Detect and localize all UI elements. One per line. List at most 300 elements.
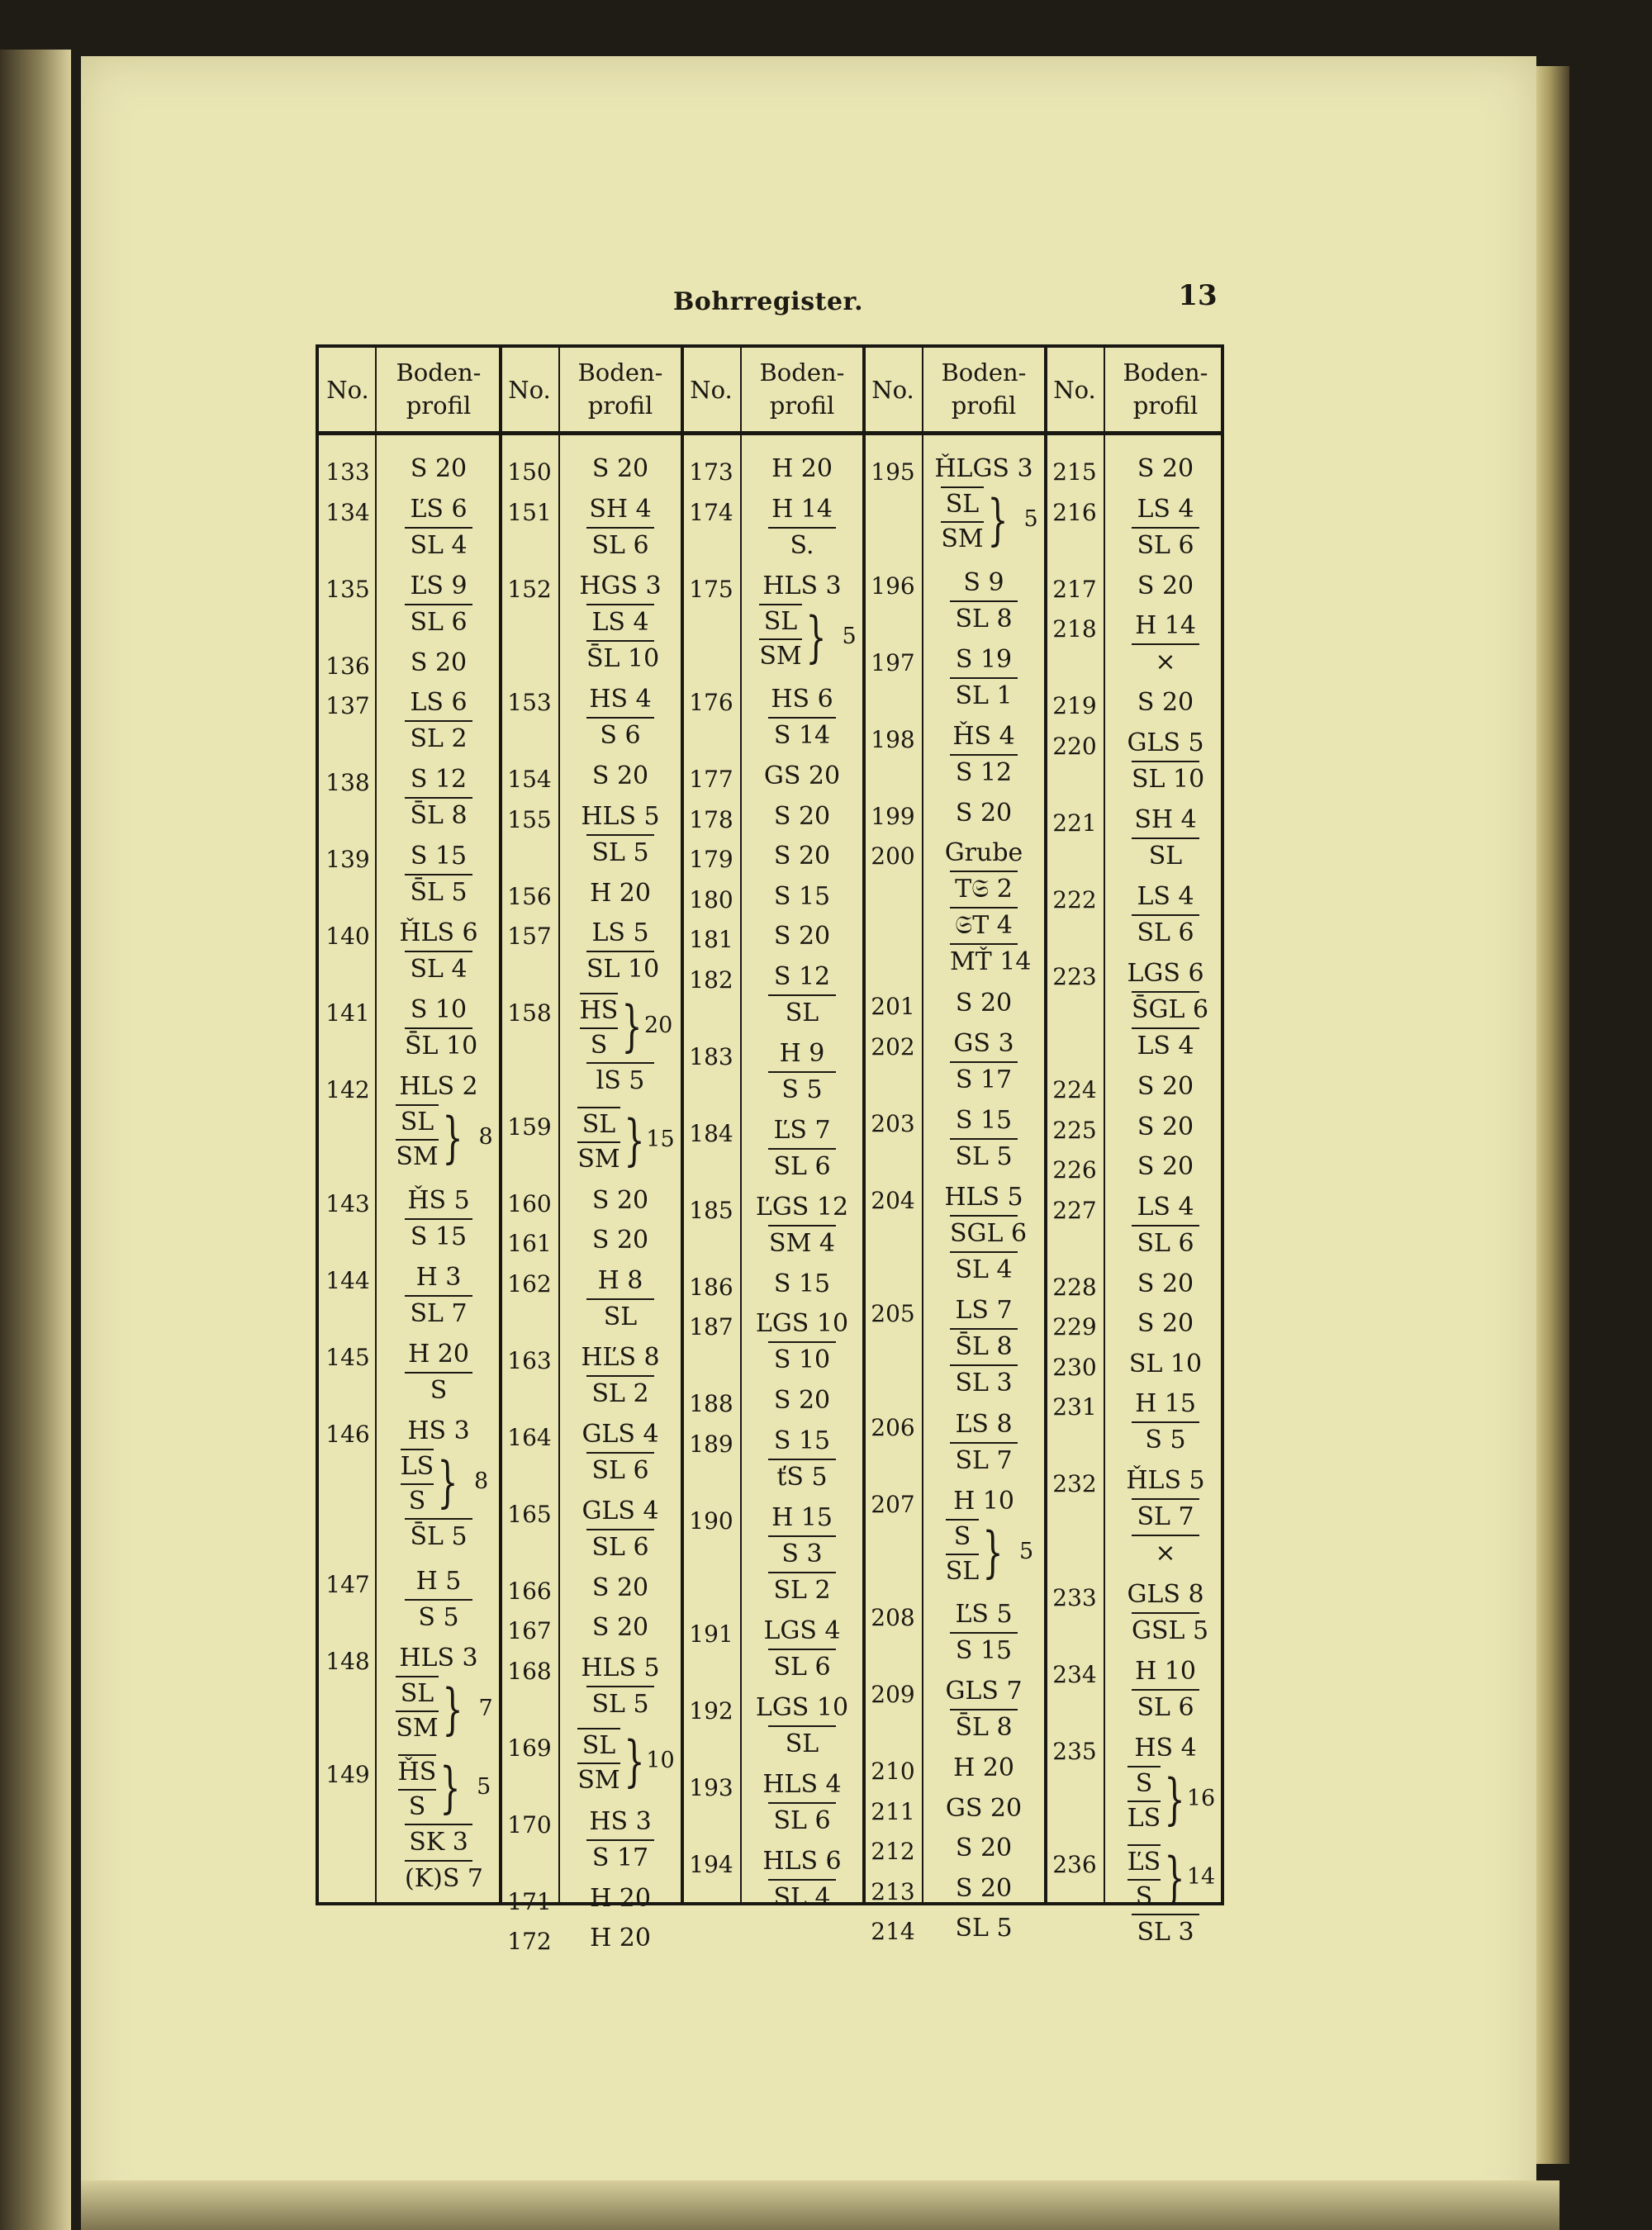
boring-number: 162 bbox=[507, 1269, 552, 1298]
soil-profile bbox=[377, 492, 501, 563]
soil-layer: SL bbox=[759, 604, 801, 638]
soil-layer: S 20 bbox=[1137, 454, 1194, 483]
soil-layer: MŤ 14 bbox=[950, 943, 1018, 980]
brace-depth: 8 bbox=[474, 1468, 489, 1494]
soil-profile bbox=[377, 839, 501, 910]
brace-depth: 5 bbox=[1023, 506, 1038, 532]
header-no: No. bbox=[871, 376, 914, 404]
soil-profile bbox=[377, 993, 501, 1064]
soil-profile bbox=[558, 682, 682, 753]
soil-layer: HLS 4 bbox=[762, 1770, 842, 1799]
soil-layer: SL 6 bbox=[1132, 1689, 1199, 1725]
soil-profile bbox=[740, 682, 864, 753]
soil-layer: SL 5 bbox=[586, 834, 654, 871]
header-bodenprofil-line1: Boden- bbox=[941, 358, 1027, 387]
soil-layer: HLS 3 bbox=[762, 571, 842, 600]
soil-profile bbox=[377, 1414, 501, 1554]
boring-number: 205 bbox=[871, 1300, 915, 1327]
soil-profile bbox=[1104, 803, 1227, 874]
soil-layer: ĽS 7 bbox=[773, 1115, 831, 1145]
soil-layer: ĽS bbox=[1127, 1844, 1161, 1879]
boring-number: 209 bbox=[871, 1681, 915, 1708]
braced-layers bbox=[945, 1519, 1034, 1588]
soil-layer: H 14 bbox=[771, 494, 833, 524]
soil-layer: S 15 bbox=[773, 881, 831, 911]
soil-layer: S bbox=[580, 1027, 619, 1062]
soil-layer: LS 4 bbox=[1132, 1027, 1199, 1064]
boring-number: 180 bbox=[689, 885, 733, 913]
soil-profile bbox=[377, 569, 501, 640]
header-bodenprofil-line2: profil bbox=[951, 391, 1017, 420]
boring-number: 182 bbox=[689, 966, 733, 994]
boring-number: 197 bbox=[871, 648, 915, 676]
soil-profile bbox=[1104, 1578, 1227, 1649]
soil-layer: S 12 bbox=[950, 754, 1018, 790]
soil-layer: SM bbox=[759, 638, 801, 673]
soil-profile bbox=[740, 1190, 864, 1261]
soil-profile bbox=[740, 569, 864, 673]
soil-layer: S bbox=[1127, 1879, 1161, 1914]
soil-layer: SM bbox=[396, 1710, 438, 1745]
soil-layer: S̄L 10 bbox=[405, 1027, 472, 1064]
soil-profile bbox=[1104, 956, 1227, 1064]
soil-layer: ĽS 8 bbox=[955, 1409, 1013, 1439]
soil-layer: ĽGS 10 bbox=[755, 1309, 849, 1338]
soil-profile bbox=[558, 993, 682, 1098]
soil-profile bbox=[740, 452, 864, 486]
soil-layer: ĽGS 12 bbox=[755, 1192, 849, 1222]
boring-number: 201 bbox=[871, 993, 915, 1020]
soil-layer: SL 6 bbox=[1132, 527, 1199, 563]
soil-profile bbox=[922, 1180, 1046, 1288]
brace-symbol: } bbox=[621, 994, 643, 1058]
boring-number: 144 bbox=[325, 1266, 370, 1294]
soil-layer: HS bbox=[580, 993, 619, 1027]
soil-layer: HGS 3 bbox=[579, 571, 662, 600]
boring-number: 145 bbox=[325, 1343, 370, 1371]
soil-profile bbox=[558, 759, 682, 794]
soil-layer: S̄L 8 bbox=[405, 797, 472, 833]
soil-layer: ȞS 5 bbox=[407, 1185, 470, 1215]
soil-layer: SM bbox=[577, 1763, 620, 1797]
boring-number: 231 bbox=[1052, 1393, 1097, 1421]
soil-layer: SL bbox=[577, 1728, 620, 1763]
soil-profile bbox=[1104, 1307, 1227, 1341]
soil-layer: LS 5 bbox=[591, 918, 649, 947]
soil-profile bbox=[922, 1103, 1046, 1174]
boring-number: 190 bbox=[689, 1506, 733, 1535]
soil-layer: SL 10 bbox=[1128, 1349, 1203, 1378]
boring-number: 146 bbox=[325, 1420, 370, 1448]
soil-layer: × bbox=[1132, 643, 1199, 680]
soil-profile bbox=[558, 1571, 682, 1606]
soil-profile bbox=[922, 643, 1046, 714]
soil-profile bbox=[1104, 1267, 1227, 1302]
boring-number: 158 bbox=[507, 999, 552, 1027]
soil-layer: SL 4 bbox=[950, 1251, 1018, 1288]
soil-profile bbox=[558, 1881, 682, 1916]
header-bodenprofil-line1: Boden- bbox=[1123, 358, 1208, 387]
soil-layer: S 20 bbox=[410, 648, 468, 677]
soil-layer: S̄L 5 bbox=[405, 1518, 472, 1554]
soil-layer: SL 5 bbox=[950, 1138, 1018, 1174]
boring-number: 181 bbox=[689, 926, 733, 953]
soil-profile bbox=[740, 1113, 864, 1184]
soil-profile bbox=[740, 839, 864, 874]
soil-layer: SK 3 bbox=[405, 1824, 472, 1860]
left-page-edge bbox=[0, 50, 71, 2230]
soil-layer: SL 3 bbox=[950, 1364, 1018, 1401]
soil-profile bbox=[558, 492, 682, 563]
soil-layer: S 20 bbox=[773, 842, 831, 871]
braced-layers bbox=[1127, 1766, 1216, 1835]
soil-layer: HLS 3 bbox=[399, 1643, 478, 1672]
soil-profile bbox=[1104, 1731, 1227, 1835]
soil-layer: S 10 bbox=[410, 995, 468, 1024]
brace-depth: 7 bbox=[478, 1695, 493, 1721]
braced-layers bbox=[396, 1676, 493, 1745]
soil-profile bbox=[1104, 1150, 1227, 1184]
soil-profile bbox=[558, 1184, 682, 1218]
soil-layer: HĽS 8 bbox=[581, 1342, 660, 1372]
soil-layer: SL 10 bbox=[586, 951, 654, 987]
soil-profile bbox=[922, 1911, 1046, 1946]
header-bodenprofil-line1: Boden- bbox=[577, 358, 663, 387]
soil-layer: LS 4 bbox=[1137, 1192, 1194, 1222]
braced-layers bbox=[1127, 1844, 1216, 1914]
boring-number: 167 bbox=[507, 1617, 552, 1644]
soil-layer: SL 7 bbox=[405, 1295, 472, 1331]
soil-layer: HS 4 bbox=[589, 685, 652, 714]
boring-number: 218 bbox=[1052, 615, 1097, 643]
soil-layer: GLS 5 bbox=[1127, 728, 1204, 757]
boring-number: 133 bbox=[325, 458, 370, 486]
boring-number: 171 bbox=[507, 1887, 552, 1915]
boring-number: 140 bbox=[325, 923, 370, 950]
brace-symbol: } bbox=[437, 1450, 458, 1514]
boring-number: 198 bbox=[871, 725, 915, 753]
header-bodenprofil bbox=[1104, 356, 1227, 422]
soil-layer: GLS 4 bbox=[582, 1419, 659, 1449]
soil-layer: (K)S 7 bbox=[405, 1860, 472, 1896]
soil-profile bbox=[558, 1223, 682, 1258]
soil-layer: SL bbox=[577, 1107, 620, 1141]
soil-layer: S̄L 8 bbox=[950, 1328, 1018, 1364]
soil-layer: S 5 bbox=[768, 1071, 836, 1108]
soil-profile bbox=[740, 799, 864, 834]
brace-symbol: } bbox=[442, 1106, 463, 1170]
header-bodenprofil-line1: Boden- bbox=[396, 358, 482, 387]
boring-number: 142 bbox=[325, 1076, 370, 1103]
boring-number: 215 bbox=[1052, 458, 1097, 486]
soil-layer: H 5 bbox=[415, 1566, 462, 1596]
soil-layer: H 10 bbox=[1135, 1656, 1196, 1686]
brace-depth: 14 bbox=[1186, 1864, 1216, 1890]
boring-number: 206 bbox=[871, 1413, 915, 1441]
boring-number: 227 bbox=[1052, 1196, 1097, 1224]
header-bodenprofil bbox=[558, 356, 682, 422]
soil-profile bbox=[1104, 1387, 1227, 1458]
soil-layer: HLS 5 bbox=[944, 1182, 1023, 1212]
soil-layer: S 15 bbox=[405, 1218, 472, 1255]
soil-profile bbox=[558, 916, 682, 987]
boring-number: 170 bbox=[507, 1810, 552, 1839]
soil-profile bbox=[377, 1260, 501, 1331]
brace-depth: 10 bbox=[646, 1747, 675, 1773]
header-bodenprofil-line2: profil bbox=[769, 391, 835, 420]
soil-layer: ȞS bbox=[398, 1754, 437, 1789]
soil-layer: GLS 7 bbox=[945, 1677, 1023, 1706]
soil-layer: S 15 bbox=[773, 1426, 831, 1455]
boring-number: 183 bbox=[689, 1042, 733, 1070]
soil-profile bbox=[740, 1501, 864, 1608]
header-bodenprofil bbox=[377, 356, 501, 422]
boring-number: 232 bbox=[1052, 1470, 1097, 1497]
header-bodenprofil bbox=[922, 356, 1046, 422]
soil-profile bbox=[922, 836, 1046, 980]
boring-number: 157 bbox=[507, 923, 552, 950]
soil-profile bbox=[1104, 880, 1227, 951]
soil-profile bbox=[922, 1791, 1046, 1826]
boring-number: 191 bbox=[689, 1620, 733, 1648]
soil-layer: S 5 bbox=[1132, 1421, 1199, 1458]
boring-number: 135 bbox=[325, 575, 370, 603]
soil-layer: SL 1 bbox=[950, 677, 1018, 714]
brace-depth: 5 bbox=[1019, 1538, 1034, 1564]
soil-layer: SL 6 bbox=[586, 527, 654, 563]
brace-depth: 5 bbox=[842, 623, 857, 649]
soil-layer: S̄GL 6 bbox=[1132, 991, 1199, 1027]
soil-profile bbox=[740, 492, 864, 563]
soil-layer: SM 4 bbox=[768, 1225, 836, 1261]
soil-layer: SL 4 bbox=[768, 1879, 836, 1915]
soil-layer: LS 7 bbox=[955, 1296, 1013, 1325]
brace-depth: 15 bbox=[646, 1126, 675, 1152]
soil-profile bbox=[922, 1484, 1046, 1588]
boring-number: 143 bbox=[325, 1189, 370, 1217]
soil-profile bbox=[377, 1564, 501, 1635]
soil-profile bbox=[922, 1293, 1046, 1401]
soil-layer: S 20 bbox=[591, 1573, 649, 1602]
boring-number: 187 bbox=[689, 1313, 733, 1340]
boring-number: 211 bbox=[871, 1797, 915, 1825]
brace-symbol: } bbox=[624, 1729, 645, 1793]
soil-layer: HS 3 bbox=[589, 1806, 652, 1836]
boring-number: 141 bbox=[325, 999, 370, 1027]
soil-layer: S 20 bbox=[1137, 571, 1194, 600]
boring-number: 202 bbox=[871, 1032, 915, 1060]
boring-number: 148 bbox=[325, 1647, 370, 1675]
soil-profile bbox=[558, 1340, 682, 1412]
boring-number: 153 bbox=[507, 689, 552, 716]
soil-profile bbox=[922, 986, 1046, 1021]
soil-layer: S 10 bbox=[768, 1341, 836, 1378]
soil-layer: H 20 bbox=[771, 454, 833, 483]
soil-layer: SL 7 bbox=[950, 1442, 1018, 1478]
header-bodenprofil-line2: profil bbox=[406, 391, 472, 420]
soil-layer: SL 5 bbox=[955, 1914, 1013, 1943]
soil-layer: SL 3 bbox=[1132, 1914, 1199, 1950]
soil-layer: LS 4 bbox=[1137, 494, 1194, 524]
header-no: No. bbox=[690, 376, 733, 404]
soil-layer: SL 2 bbox=[586, 1375, 654, 1412]
boring-number: 195 bbox=[871, 458, 915, 486]
soil-layer: H 20 bbox=[953, 1753, 1014, 1782]
soil-profile bbox=[740, 1267, 864, 1302]
boring-number: 189 bbox=[689, 1430, 733, 1458]
soil-layer: S 14 bbox=[768, 717, 836, 753]
soil-layer: LS bbox=[401, 1449, 434, 1483]
boring-number: 150 bbox=[507, 458, 552, 486]
boring-number: 184 bbox=[689, 1119, 733, 1147]
soil-layer: S 20 bbox=[955, 1873, 1013, 1903]
soil-layer: Grube bbox=[944, 838, 1023, 867]
soil-layer: SL bbox=[586, 1298, 654, 1335]
soil-layer: SL bbox=[1132, 837, 1199, 874]
soil-layer: S 20 bbox=[955, 989, 1013, 1018]
soil-layer: LGS 4 bbox=[763, 1616, 841, 1645]
soil-layer: SL bbox=[768, 1725, 836, 1762]
soil-layer: S 20 bbox=[1137, 1072, 1194, 1101]
soil-layer: 𝔖T 4 bbox=[950, 907, 1018, 943]
soil-layer: SL 10 bbox=[1132, 761, 1199, 797]
soil-layer: S̄L 5 bbox=[405, 874, 472, 910]
soil-layer: S 12 bbox=[410, 765, 468, 794]
soil-layer: S 20 bbox=[410, 454, 468, 483]
boring-number: 228 bbox=[1052, 1273, 1097, 1301]
soil-layer: SL 7 bbox=[1132, 1498, 1199, 1535]
boring-number: 207 bbox=[871, 1490, 915, 1518]
soil-layer: ȞLGS 3 bbox=[934, 454, 1033, 483]
soil-layer: SL 6 bbox=[405, 604, 472, 640]
braced-layers bbox=[577, 1107, 675, 1176]
soil-layer: HLS 6 bbox=[762, 1847, 842, 1876]
soil-layer: H 15 bbox=[771, 1502, 833, 1532]
header-no: No. bbox=[326, 376, 369, 404]
soil-profile bbox=[558, 1651, 682, 1722]
brace-symbol: } bbox=[805, 605, 827, 669]
soil-profile bbox=[922, 1872, 1046, 1906]
soil-layer: S 20 bbox=[773, 1386, 831, 1415]
boring-number: 213 bbox=[871, 1877, 915, 1905]
soil-layer: S 20 bbox=[591, 454, 649, 483]
soil-profile bbox=[558, 799, 682, 871]
page-number: 13 bbox=[1178, 279, 1218, 312]
header-rule bbox=[319, 431, 1221, 435]
soil-profile bbox=[558, 1805, 682, 1876]
soil-layer: S 5 bbox=[405, 1599, 472, 1635]
brace-symbol: } bbox=[982, 1520, 1004, 1584]
boring-number: 159 bbox=[507, 1113, 552, 1141]
boring-number: 196 bbox=[871, 572, 915, 600]
soil-layer: SL bbox=[941, 486, 983, 521]
boring-number: 230 bbox=[1052, 1353, 1097, 1381]
soil-profile bbox=[377, 1337, 501, 1408]
soil-layer: × bbox=[1132, 1535, 1199, 1571]
soil-layer: GLS 4 bbox=[582, 1496, 659, 1525]
soil-profile bbox=[377, 916, 501, 987]
soil-layer: SH 4 bbox=[589, 494, 652, 524]
soil-profile bbox=[377, 452, 501, 486]
soil-layer: LS 6 bbox=[410, 688, 468, 717]
boring-number: 173 bbox=[689, 458, 733, 486]
header-bodenprofil-line1: Boden- bbox=[759, 358, 845, 387]
boring-number: 208 bbox=[871, 1604, 915, 1631]
boring-number: 199 bbox=[871, 802, 915, 830]
soil-layer: S 15 bbox=[773, 1269, 831, 1298]
boring-number: 220 bbox=[1052, 732, 1097, 760]
bohrregister-table bbox=[316, 344, 1224, 1955]
soil-layer: S 3 bbox=[768, 1535, 836, 1572]
soil-layer: S 20 bbox=[591, 1185, 649, 1215]
boring-number: 223 bbox=[1052, 962, 1097, 990]
soil-layer: S̄L 8 bbox=[950, 1709, 1018, 1745]
soil-profile bbox=[1104, 1844, 1227, 1950]
brace-symbol: } bbox=[1164, 1767, 1185, 1831]
boring-number: 219 bbox=[1052, 692, 1097, 719]
boring-number: 156 bbox=[507, 882, 552, 910]
boring-number: 134 bbox=[325, 498, 370, 526]
soil-profile bbox=[377, 762, 501, 833]
soil-profile bbox=[1104, 1190, 1227, 1261]
boring-number: 186 bbox=[689, 1273, 733, 1301]
boring-number: 137 bbox=[325, 692, 370, 719]
soil-layer: SM bbox=[577, 1141, 620, 1176]
soil-profile bbox=[377, 686, 501, 757]
soil-layer: GSL 5 bbox=[1132, 1612, 1199, 1649]
boring-number: 152 bbox=[507, 575, 552, 603]
soil-layer: S 15 bbox=[950, 1632, 1018, 1668]
soil-layer: SL 6 bbox=[768, 1148, 836, 1184]
boring-number: 203 bbox=[871, 1109, 915, 1137]
soil-profile bbox=[1104, 492, 1227, 563]
soil-layer: H 20 bbox=[590, 1924, 651, 1952]
braced-layers bbox=[396, 1104, 493, 1174]
braced-layers bbox=[579, 993, 673, 1062]
soil-layer: ĽS 6 bbox=[410, 494, 468, 524]
soil-layer: HS 4 bbox=[1134, 1733, 1197, 1763]
boring-number: 154 bbox=[507, 766, 552, 793]
boring-number: 194 bbox=[689, 1851, 733, 1878]
soil-profile bbox=[1104, 1464, 1227, 1571]
soil-layer: S 20 bbox=[773, 801, 831, 831]
header-bodenprofil bbox=[740, 356, 864, 422]
brace-symbol: } bbox=[1164, 1846, 1185, 1910]
soil-layer: SL 5 bbox=[586, 1686, 654, 1722]
boring-number: 225 bbox=[1052, 1116, 1097, 1144]
soil-layer: T𝔖 2 bbox=[950, 871, 1018, 907]
braced-layers bbox=[941, 486, 1038, 556]
soil-layer: GS 20 bbox=[945, 1793, 1023, 1823]
boring-number: 165 bbox=[507, 1500, 552, 1528]
soil-layer: H 20 bbox=[408, 1339, 469, 1369]
soil-layer: SL 6 bbox=[1132, 914, 1199, 951]
header-no: No. bbox=[508, 376, 551, 404]
soil-profile bbox=[377, 1754, 501, 1896]
soil-layer: SL 6 bbox=[768, 1649, 836, 1685]
soil-layer: ĽS 9 bbox=[410, 571, 468, 600]
soil-layer: SL 8 bbox=[950, 600, 1018, 637]
boring-number: 169 bbox=[507, 1734, 552, 1762]
soil-profile bbox=[922, 566, 1046, 637]
soil-layer: S bbox=[946, 1519, 979, 1554]
soil-layer: LGS 10 bbox=[755, 1693, 849, 1722]
soil-layer: LS 4 bbox=[1137, 881, 1194, 911]
soil-profile bbox=[740, 1424, 864, 1495]
soil-profile bbox=[1104, 452, 1227, 486]
soil-layer: H 9 bbox=[779, 1038, 825, 1068]
soil-profile bbox=[922, 1751, 1046, 1786]
